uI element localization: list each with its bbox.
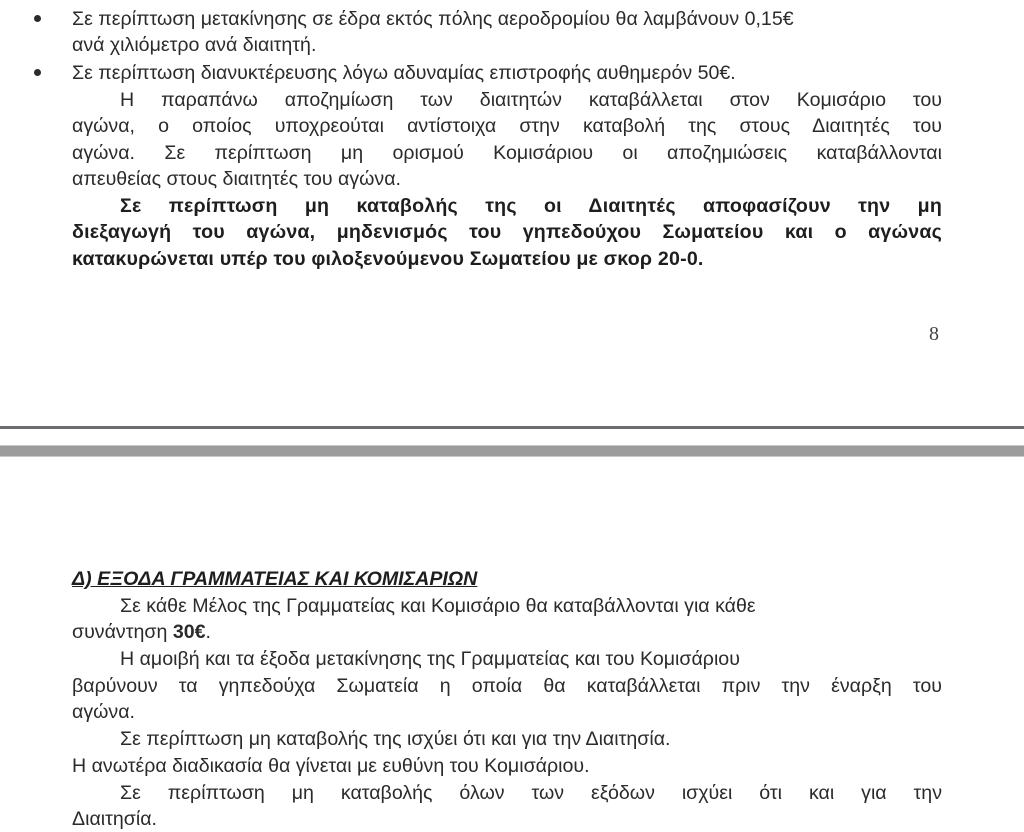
paragraph-compensation-line-4: απευθείας στους διαιτητές του αγώνα. — [72, 168, 401, 190]
section-heading: Δ) ΕΞΟΔΑ ΓΡΑΜΜΑΤΕΙΑΣ ΚΑΙ ΚΟΜΙΣΑΡΙΩΝ — [72, 568, 478, 590]
paragraph-penalty-line-2: διεξαγωγή του αγώνα, μηδενισμός του γηπεδούχου Σωματείου και ο αγώνας — [72, 221, 942, 243]
paragraph-non-payment: Σε περίπτωση μη καταβολής της ισχύει ότι και για την Διαιτησία. — [120, 728, 671, 750]
paragraph-compensation-line-3: αγώνα. Σε περίπτωση μη ορισμού Κομισάριου οι αποζημιώσεις καταβάλλονται — [72, 142, 942, 164]
page-gap — [0, 429, 1024, 445]
paragraph-compensation-line-2: αγώνα, ο οποίος υποχρεούται αντίστοιχα στην καταβολή της στους Διαιτητές του — [72, 115, 942, 137]
fee-suffix: . — [205, 621, 211, 643]
paragraph-penalty-line-1: Σε περίπτωση μη καταβολής της οι Διαιτητές αποφασίζουν την μη — [120, 195, 942, 217]
fee-amount: 30€ — [172, 621, 206, 643]
paragraph-penalty-line-3: κατακυρώνεται υπέρ του φιλοξενούμενου Σωματείου με σκορ 20-0. — [72, 248, 704, 270]
paragraph-secretariat-fee-line-2 — [72, 619, 942, 645]
fee-text: συνάντηση — [72, 621, 173, 643]
paragraph-all-expenses-line-1: Σε περίπτωση μη καταβολής όλων των εξόδων ισχύει ότι και για την — [120, 782, 942, 804]
page-number: 8 — [929, 323, 939, 345]
bullet-icon — [34, 69, 41, 76]
paragraph-responsibility: Η ανωτέρα διαδικασία θα γίνεται με ευθύνη του Κομισάριου. — [72, 755, 590, 777]
paragraph-expenses-line-2: βαρύνουν τα γηπεδούχα Σωματεία η οποία θα καταβάλλεται πριν την έναρξη του — [72, 675, 942, 697]
bullet-icon — [34, 15, 41, 22]
bullet-item-2-line-1: Σε περίπτωση διανυκτέρευσης λόγω αδυναμίας επιστροφής αυθημερόν 50€. — [72, 62, 736, 84]
paragraph-secretariat-fee-line-1: Σε κάθε Μέλος της Γραμματείας και Κομισάριο θα καταβάλλονται για κάθε — [120, 595, 756, 617]
bullet-item-1-line-1: Σε περίπτωση μετακίνησης σε έδρα εκτός πόλης αεροδρομίου θα λαμβάνουν 0,15€ — [72, 8, 794, 30]
paragraph-expenses-line-3: αγώνα. — [72, 701, 135, 723]
document-page-9 — [0, 458, 1024, 830]
paragraph-all-expenses-line-2: Διαιτησία. — [72, 808, 157, 830]
paragraph-expenses-line-1: Η αμοιβή και τα έξοδα μετακίνησης της Γραμματείας και του Κομισάριου — [120, 648, 740, 670]
paragraph-compensation-line-1: Η παραπάνω αποζημίωση των διαιτητών καταβάλλεται στον Κομισάριο του — [120, 89, 942, 111]
page-separator — [0, 445, 1024, 457]
bullet-item-1-line-2: ανά χιλιόμετρο ανά διαιτητή. — [72, 34, 317, 56]
